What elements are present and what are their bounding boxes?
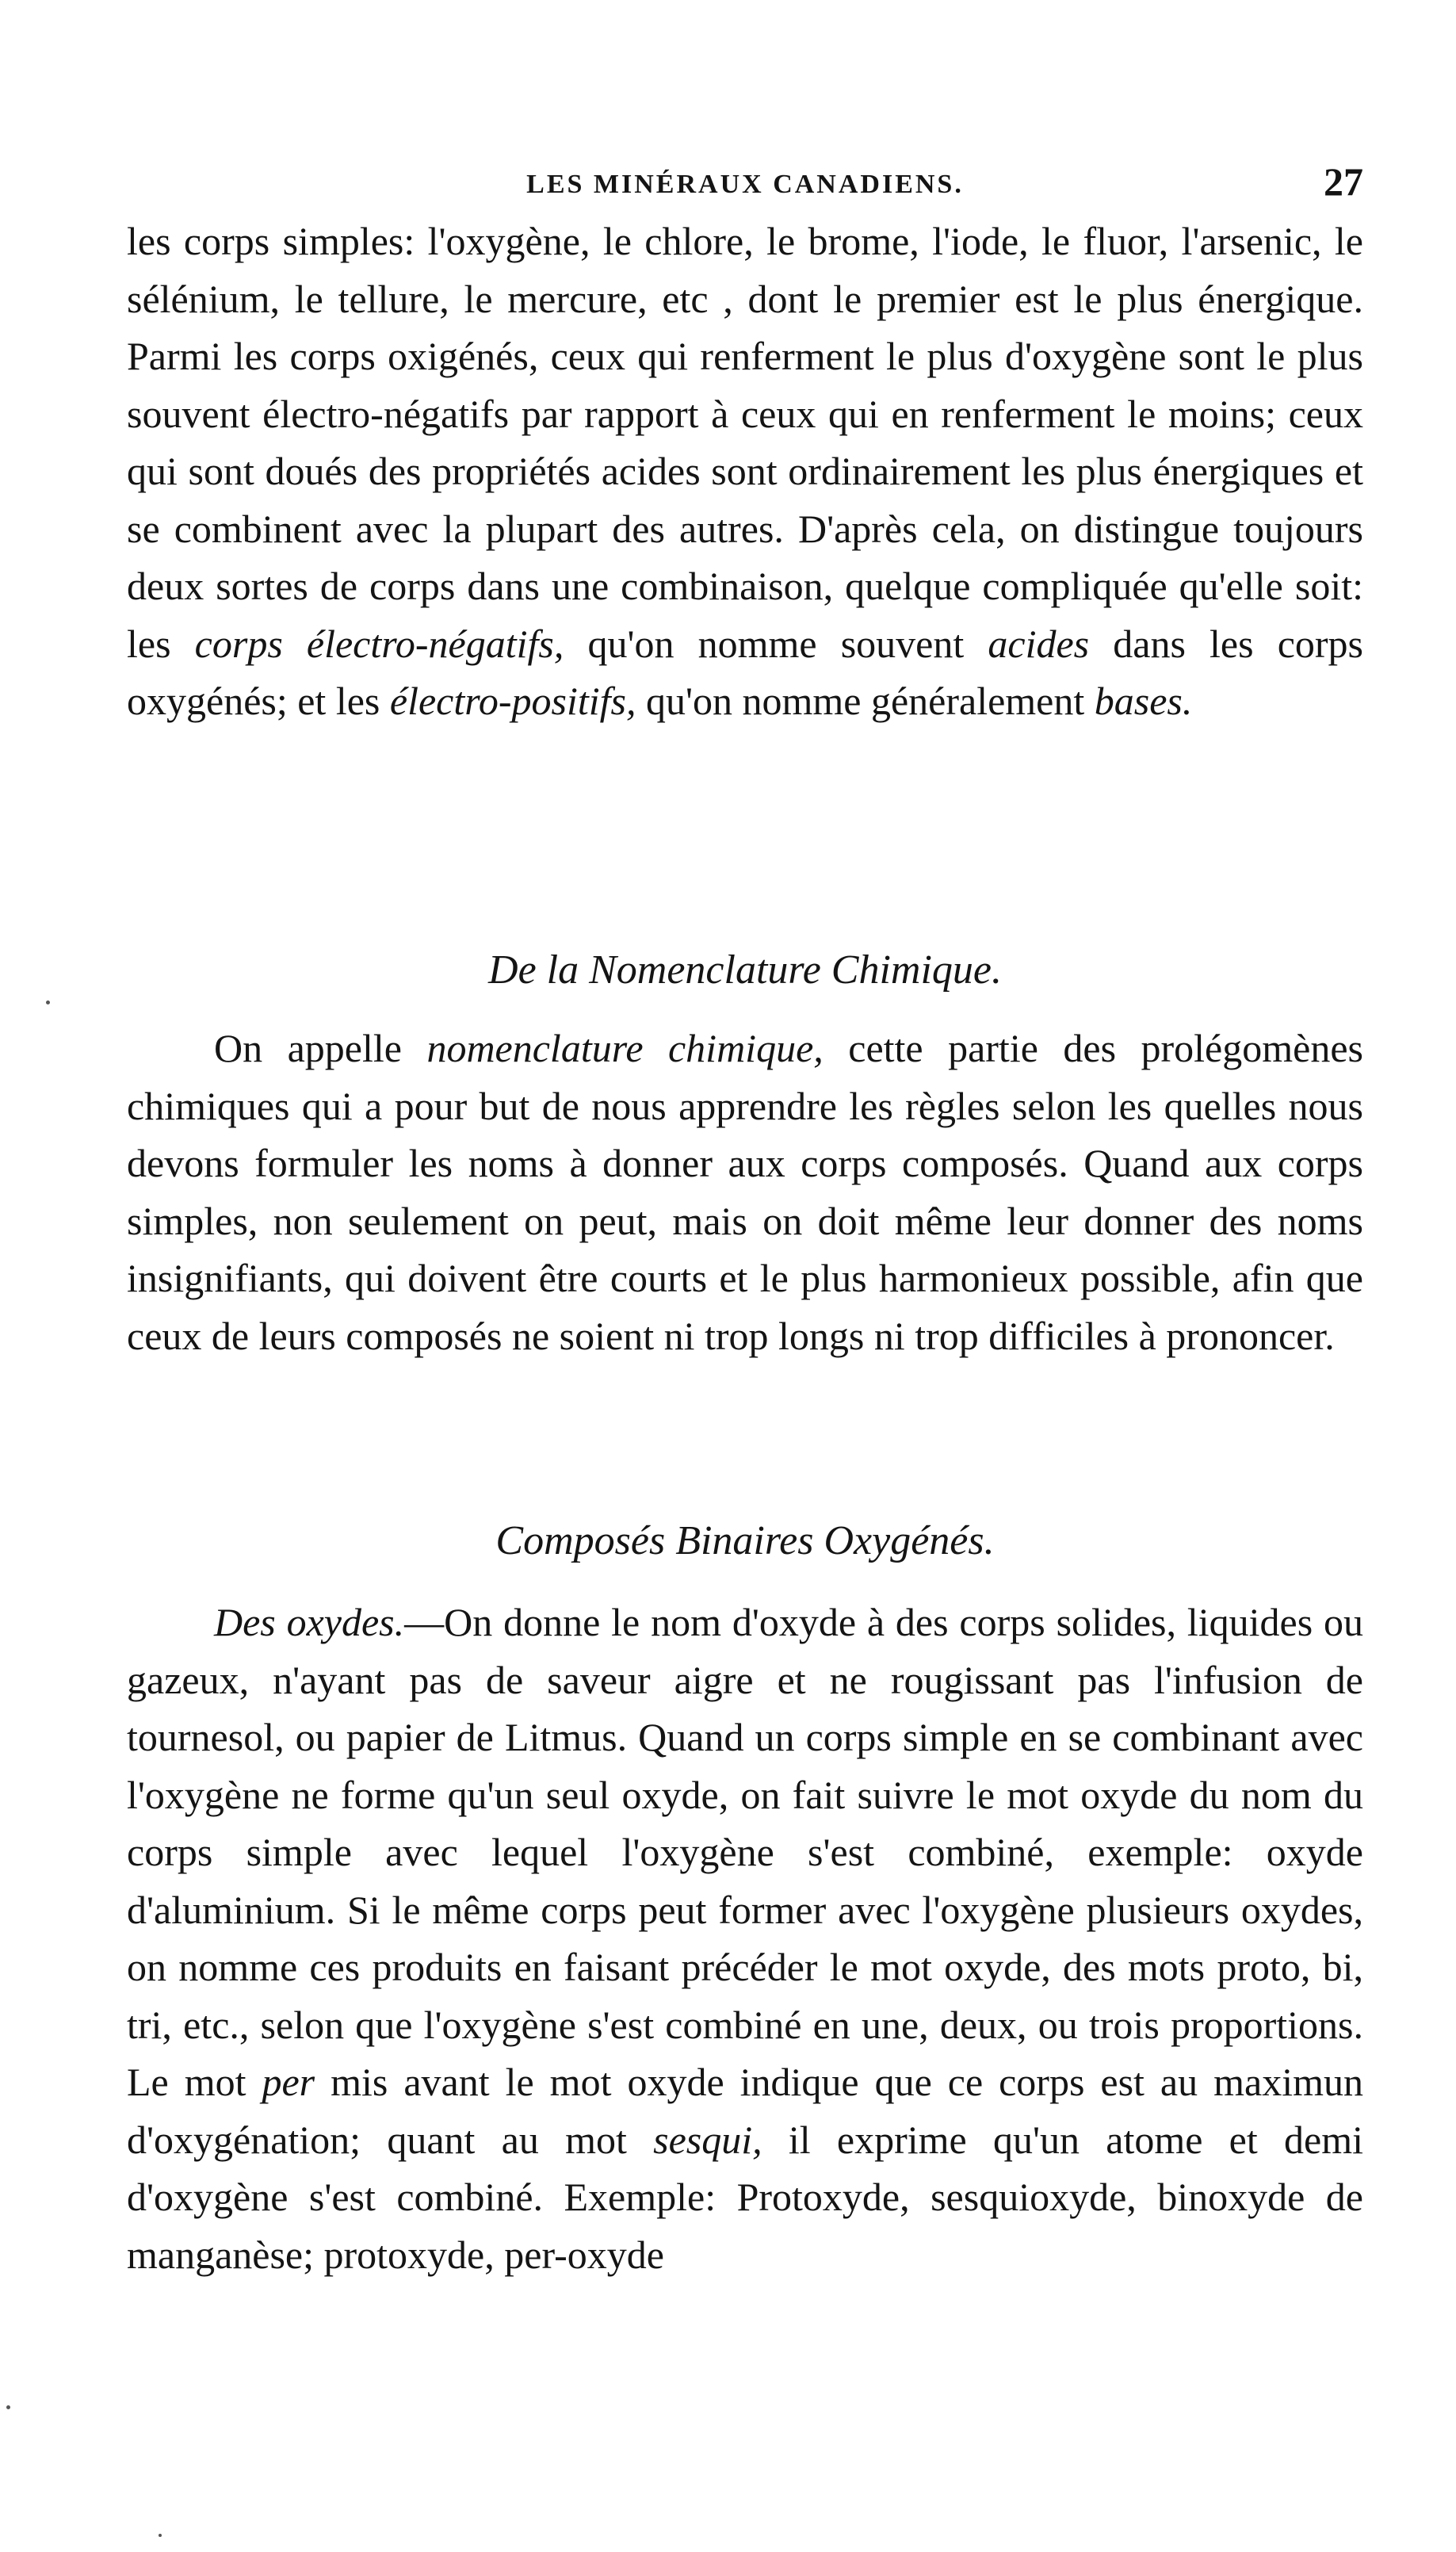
text-run: dans les corps oxygénés; et les — [127, 621, 1364, 723]
italic-term-per: per — [262, 2060, 315, 2104]
italic-term-electro-negatifs: corps électro-négatifs, — [194, 621, 564, 666]
italic-term-bases: bases. — [1094, 679, 1193, 723]
italic-term-electro-positifs: électro-positifs, — [389, 679, 636, 723]
page-number: 27 — [1324, 159, 1363, 204]
text-run: il exprime qu'un atome et demi d'oxygène s'est combiné. Exemple: Protoxyde, sesquioxyde, binoxyde de manganèse; protoxyde, per-oxyde — [127, 2117, 1363, 2277]
italic-term-nomenclature-chimique: nomenclature chimique, — [426, 1026, 824, 1070]
text-run: qu'on nomme souvent — [564, 621, 988, 666]
text-run: les corps simples: l'oxygène, le chlore, le brome, l'iode, le fluor, l'arsenic, le sélénium, le tellure, le mercure, etc , dont le premier est le plus énergique. Parmi les corps oxigénés, ceux qui renferment le plus d'oxygène sont le plus souvent électro-négatifs par rapport à ceux qui en renferment le moins; ceux qui sont doués des propriétés acides sont ordinairement les plus énergiques et se combinent avec la plupart des autres. D'après cela, on distingue toujours deux sortes de corps dans une combinaison, quelque compliquée qu'elle soit: les — [127, 219, 1363, 666]
text-run: qu'on nomme généralement — [636, 679, 1095, 723]
section-heading-nomenclature — [127, 942, 1363, 999]
paper-speck — [6, 2405, 10, 2409]
paragraph-corps-simples — [127, 212, 1363, 730]
text-run: cette partie des prolégomènes chimiques qui a pour but de nous apprendre les règles selon les quelles nous devons formuler les noms à donner aux corps composés. Quand aux corps simples, non seulement on peut, mais on doit même leur donner des noms insignifiants, qui doivent être courts et le plus harmonieux possible, afin que ceux de leurs composés ne soient ni trop longs ni trop difficiles à prononcer. — [127, 1026, 1363, 1358]
paragraph-text — [127, 1020, 1363, 1364]
text-run: On appelle — [214, 1026, 427, 1070]
paper-speck — [46, 1001, 50, 1004]
paragraph-text — [127, 1594, 1363, 2283]
italic-term-sesqui: sesqui, — [653, 2117, 762, 2162]
running-header — [127, 159, 1363, 214]
paragraph-nomenclature — [127, 1020, 1363, 1364]
heading-text: De la Nomenclature Chimique. — [488, 947, 1002, 993]
heading-text: Composés Binaires Oxygénés. — [495, 1518, 995, 1563]
running-title: LES MINÉRAUX CANADIENS. — [526, 170, 964, 199]
text-run: mis avant le mot oxyde indique que ce corps est au maximun d'oxygénation; quant au mot — [127, 2060, 1363, 2162]
italic-term-des-oxydes: Des oxydes. — [214, 1600, 405, 1644]
paragraph-text — [127, 212, 1363, 730]
paper-speck — [159, 2534, 162, 2537]
paragraph-oxydes — [127, 1594, 1363, 2283]
text-run: —On donne le nom d'oxyde à des corps solides, liquides ou gazeux, n'ayant pas de saveur aigre et ne rougissant pas l'infusion de tournesol, ou papier de Litmus. Quand un corps simple en se combinant avec l'oxygène ne forme qu'un seul oxyde, on fait suivre le mot oxyde du nom du corps simple avec lequel l'oxygène s'est combiné, exemple: oxyde d'aluminium. Si le même corps peut former avec l'oxygène plusieurs oxydes, on nomme ces produits en faisant précéder le mot oxyde, des mots proto, bi, tri, etc., selon que l'oxygène s'est combiné en une, deux, ou trois proportions. Le mot — [127, 1600, 1364, 2104]
italic-term-acides: acides — [988, 621, 1090, 666]
section-heading-composes-binaires — [127, 1513, 1363, 1570]
